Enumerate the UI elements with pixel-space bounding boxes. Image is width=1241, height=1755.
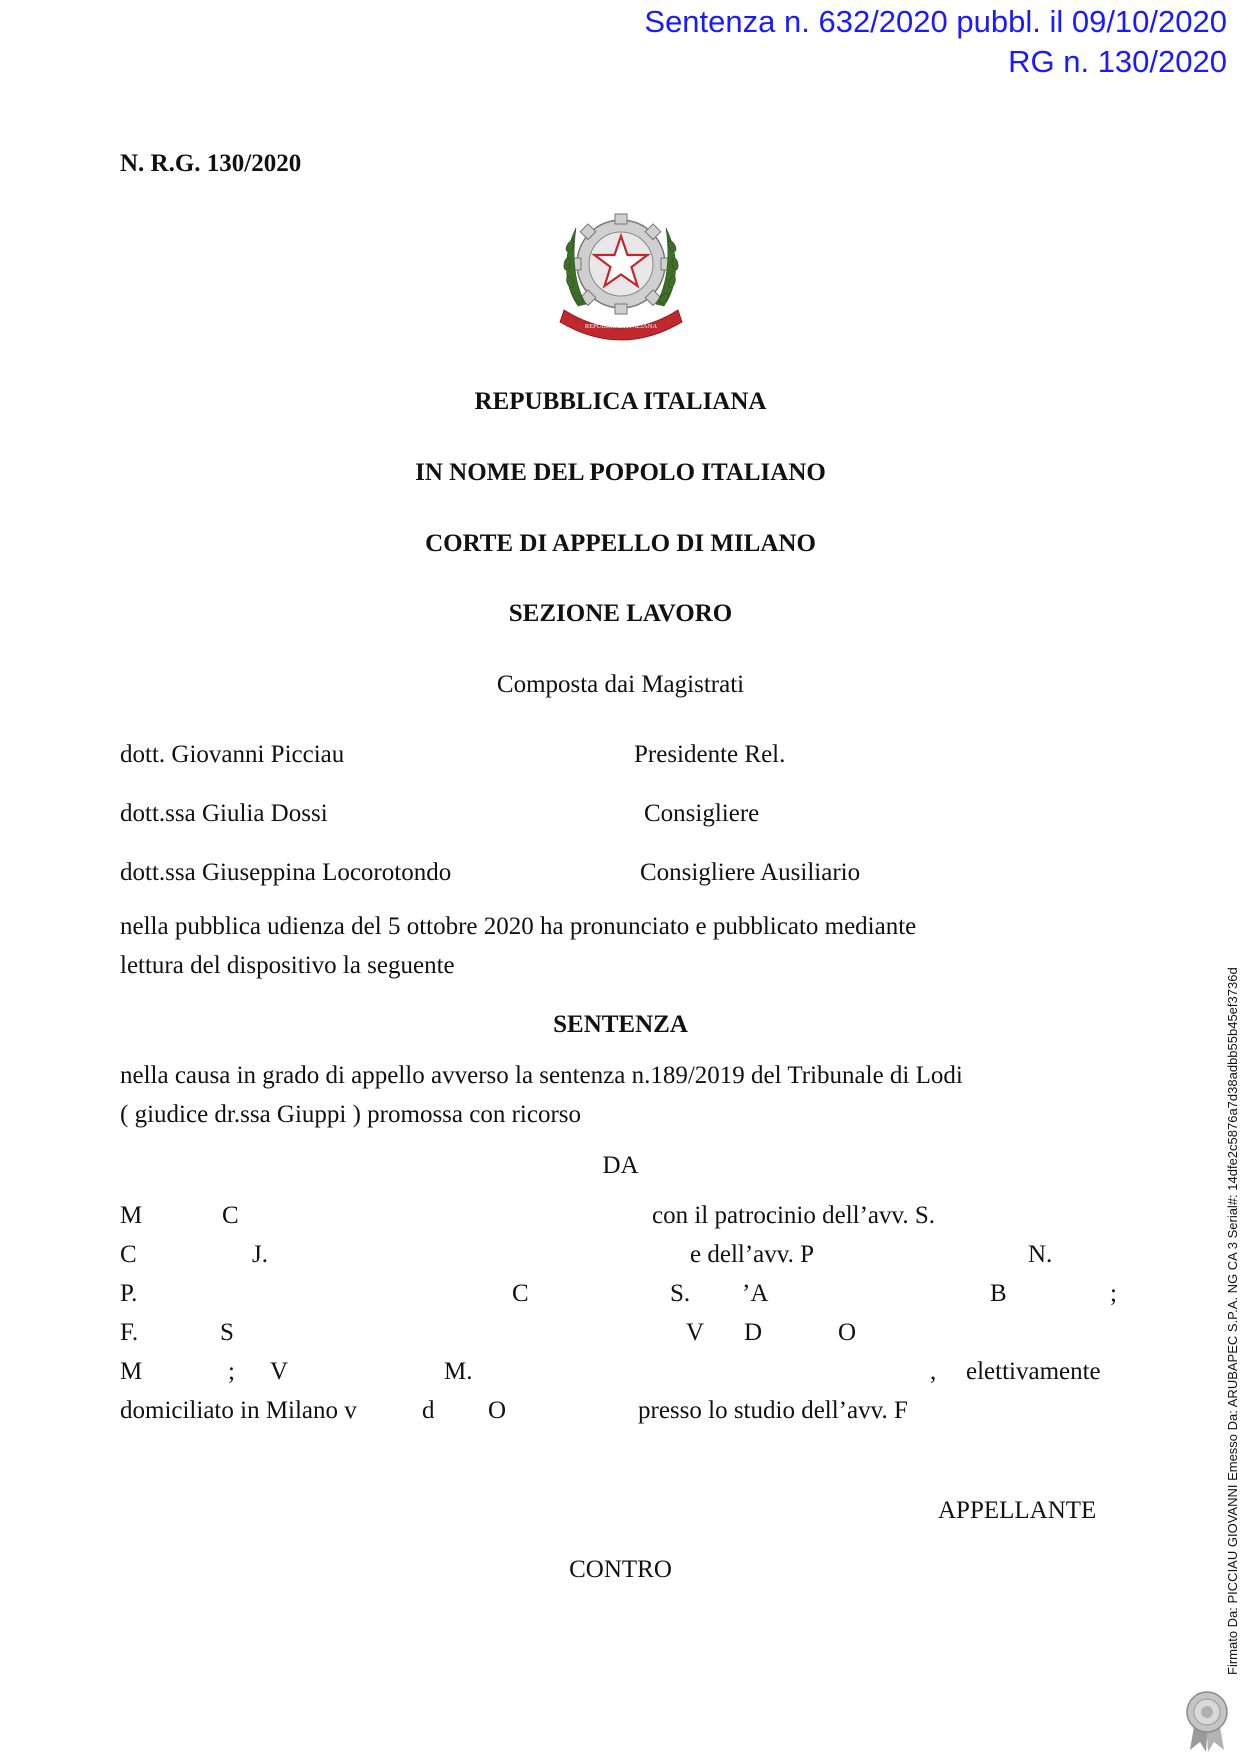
heading-sentenza: SENTENZA xyxy=(553,1011,688,1038)
redacted-fragment: ; xyxy=(228,1358,235,1385)
redacted-fragment: O xyxy=(488,1397,507,1424)
redacted-fragment: C xyxy=(512,1280,529,1307)
redacted-fragment: P. xyxy=(120,1280,138,1307)
cause-line: ( giudice dr.ssa Giuppi ) promossa con ricorso xyxy=(120,1101,582,1128)
emblem-text: REPUBBLICA ITALIANA xyxy=(584,323,658,330)
digital-signature-text: Firmato Da: PICCIAU GIOVANNI Emesso Da: ARUBAPEC S.P.A. NG CA 3 Serial#: 14dfe2c5876a7d38adbb55b45ef3736d xyxy=(1225,967,1240,1675)
redacted-fragment: J. xyxy=(252,1241,268,1268)
role-appellante: APPELLANTE xyxy=(938,1497,1097,1524)
redacted-fragment: M. xyxy=(444,1358,473,1385)
heading-people: IN NOME DEL POPOLO ITALIANO xyxy=(415,459,826,486)
heading-section: SEZIONE LAVORO xyxy=(508,600,733,627)
rg-number: N. R.G. 130/2020 xyxy=(120,150,302,177)
redacted-fragment: C xyxy=(222,1202,239,1229)
redacted-fragment: e dell’avv. P xyxy=(690,1241,815,1268)
redacted-fragment: ; xyxy=(1110,1280,1117,1307)
publication-stamp xyxy=(644,2,1227,82)
heading-court: CORTE DI APPELLO DI MILANO xyxy=(425,530,816,557)
redacted-fragment: , xyxy=(930,1358,937,1385)
hearing-line: lettura del dispositivo la seguente xyxy=(120,952,455,979)
label-da: DA xyxy=(602,1152,639,1179)
sentence-number: Sentenza n. 632/2020 pubbl. il 09/10/2020 xyxy=(644,4,1227,39)
redacted-fragment: S. xyxy=(670,1280,691,1307)
redacted-fragment: V xyxy=(270,1358,289,1385)
redacted-fragment: domiciliato in Milano v xyxy=(120,1397,357,1424)
redacted-fragment: M xyxy=(120,1358,143,1385)
judge-name: dott.ssa Giulia Dossi xyxy=(120,800,328,827)
rg-stamp: RG n. 130/2020 xyxy=(1008,44,1227,79)
heading-republic: REPUBBLICA ITALIANA xyxy=(474,388,767,415)
cause-line: nella causa in grado di appello avverso la sentenza n.189/2019 del Tribunale di Lodi xyxy=(120,1062,963,1089)
redacted-fragment: con il patrocinio dell’avv. S. xyxy=(652,1202,936,1229)
redacted-fragment: S xyxy=(220,1319,234,1346)
redacted-fragment: B xyxy=(990,1280,1007,1307)
redacted-fragment: ’A xyxy=(742,1280,769,1307)
signature-seal-icon xyxy=(1182,1690,1232,1752)
redacted-fragment: F. xyxy=(120,1319,139,1346)
redacted-fragment: elettivamente xyxy=(966,1358,1101,1385)
redacted-fragment: d xyxy=(422,1397,435,1424)
redacted-fragment: O xyxy=(838,1319,857,1346)
italian-republic-emblem xyxy=(556,206,686,342)
redacted-fragment: C xyxy=(120,1241,137,1268)
redacted-fragment: V xyxy=(686,1319,705,1346)
redacted-fragment: D xyxy=(744,1319,763,1346)
hearing-line: nella pubblica udienza del 5 ottobre 2020 ha pronunciato e pubblicato mediante xyxy=(120,913,917,940)
redacted-fragment: M xyxy=(120,1202,143,1229)
judge-name: dott. Giovanni Picciau xyxy=(120,741,345,768)
judge-role: Presidente Rel. xyxy=(634,741,786,768)
judge-name: dott.ssa Giuseppina Locorotondo xyxy=(120,859,452,886)
redacted-fragment: N. xyxy=(1028,1241,1053,1268)
judge-role: Consigliere Ausiliario xyxy=(640,859,861,886)
redacted-fragment: presso lo studio dell’avv. F xyxy=(638,1397,908,1424)
label-contro: CONTRO xyxy=(569,1556,672,1583)
judge-role: Consigliere xyxy=(644,800,760,827)
composed-by: Composta dai Magistrati xyxy=(496,671,745,698)
